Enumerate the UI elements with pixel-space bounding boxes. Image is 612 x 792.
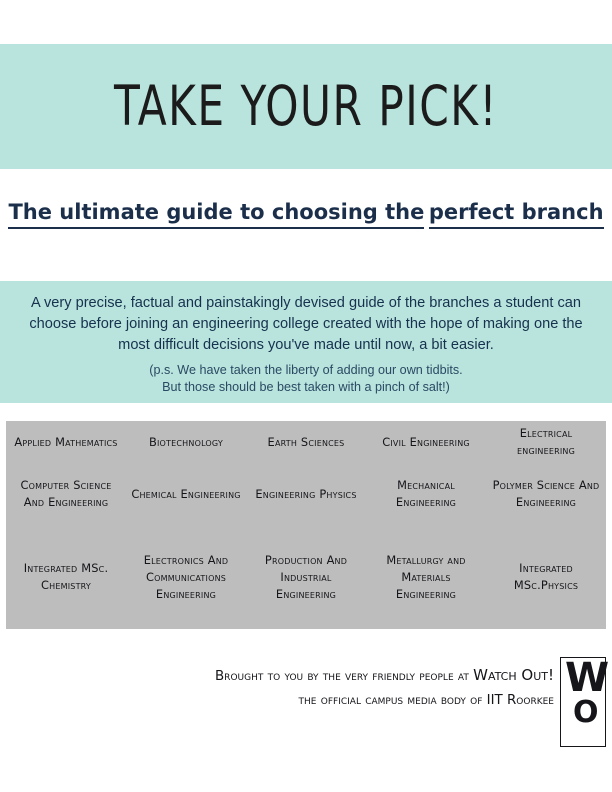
title-band <box>0 44 612 169</box>
footer <box>0 655 612 755</box>
footer-brand: Watch Out! <box>473 666 554 684</box>
branch-label: Polymer Science And Engineering <box>492 478 600 509</box>
branch-cell[interactable] <box>126 463 246 525</box>
subtitle-line-1: The ultimate guide to choosing the <box>8 198 424 229</box>
footer-line-1 <box>215 663 554 689</box>
ps-line-2: But those should be best taken with a pinch of salt!) <box>162 380 450 394</box>
branch-label: Chemical Engineering <box>131 486 241 501</box>
branch-cell[interactable] <box>366 463 486 525</box>
branch-label: Mechanical Engineering <box>395 478 457 509</box>
watch-out-logo <box>560 655 610 747</box>
branch-label: Electronics And Communications Engineering <box>143 552 229 601</box>
branch-label: Integrated MSc. Chemistry <box>23 561 109 592</box>
branch-cell[interactable] <box>486 421 606 463</box>
branch-cell[interactable] <box>246 421 366 463</box>
branch-label: Production And Industrial Engineering <box>264 552 348 601</box>
description-text: A very precise, factual and painstakingly devised guide of the branches a student can choose before joining an engineering college created with the hope of making one the most difficult decisions you've made until now, a bit easier. <box>29 295 583 353</box>
footer-credit-text: Brought to you by the very friendly people at <box>215 669 469 684</box>
ps-note <box>18 362 594 396</box>
branch-label: Applied Mathematics <box>14 434 118 449</box>
branch-label: Integrated MSc.Physics <box>513 561 579 592</box>
branch-label: Computer Science And Engineering <box>20 478 112 509</box>
footer-line-2: the official campus media body of IIT Roorkee <box>298 693 554 708</box>
page-title: TAKE YOUR PICK! <box>114 74 498 139</box>
branch-grid <box>6 421 606 629</box>
branch-cell[interactable] <box>246 463 366 525</box>
branch-label: Civil Engineering <box>382 434 470 449</box>
branch-label: Electrical engineering <box>517 426 575 457</box>
subtitle-line-2: perfect branch <box>429 198 604 229</box>
ps-line-1: (p.s. We have taken the liberty of adding our own tidbits. <box>149 363 463 377</box>
branch-label: Biotechnology <box>148 434 224 449</box>
branch-cell[interactable] <box>366 525 486 629</box>
branch-grid-inner <box>6 421 606 629</box>
description-band <box>0 281 612 403</box>
branch-cell[interactable] <box>486 525 606 629</box>
branch-cell[interactable] <box>6 421 126 463</box>
footer-credit <box>215 663 554 713</box>
branch-cell[interactable] <box>486 463 606 525</box>
branch-label: Metallurgy and Materials Engineering <box>386 552 466 601</box>
branch-cell[interactable] <box>366 421 486 463</box>
subtitle-block <box>0 196 612 229</box>
branch-cell[interactable] <box>126 421 246 463</box>
branch-label: Earth Sciences <box>267 434 345 449</box>
branch-cell[interactable] <box>6 525 126 629</box>
branch-label: Engineering Physics <box>255 486 357 501</box>
branch-cell[interactable] <box>6 463 126 525</box>
branch-cell[interactable] <box>246 525 366 629</box>
logo-letter-o: O <box>573 695 599 730</box>
logo-letter-w: W <box>565 655 610 701</box>
branch-cell[interactable] <box>126 525 246 629</box>
